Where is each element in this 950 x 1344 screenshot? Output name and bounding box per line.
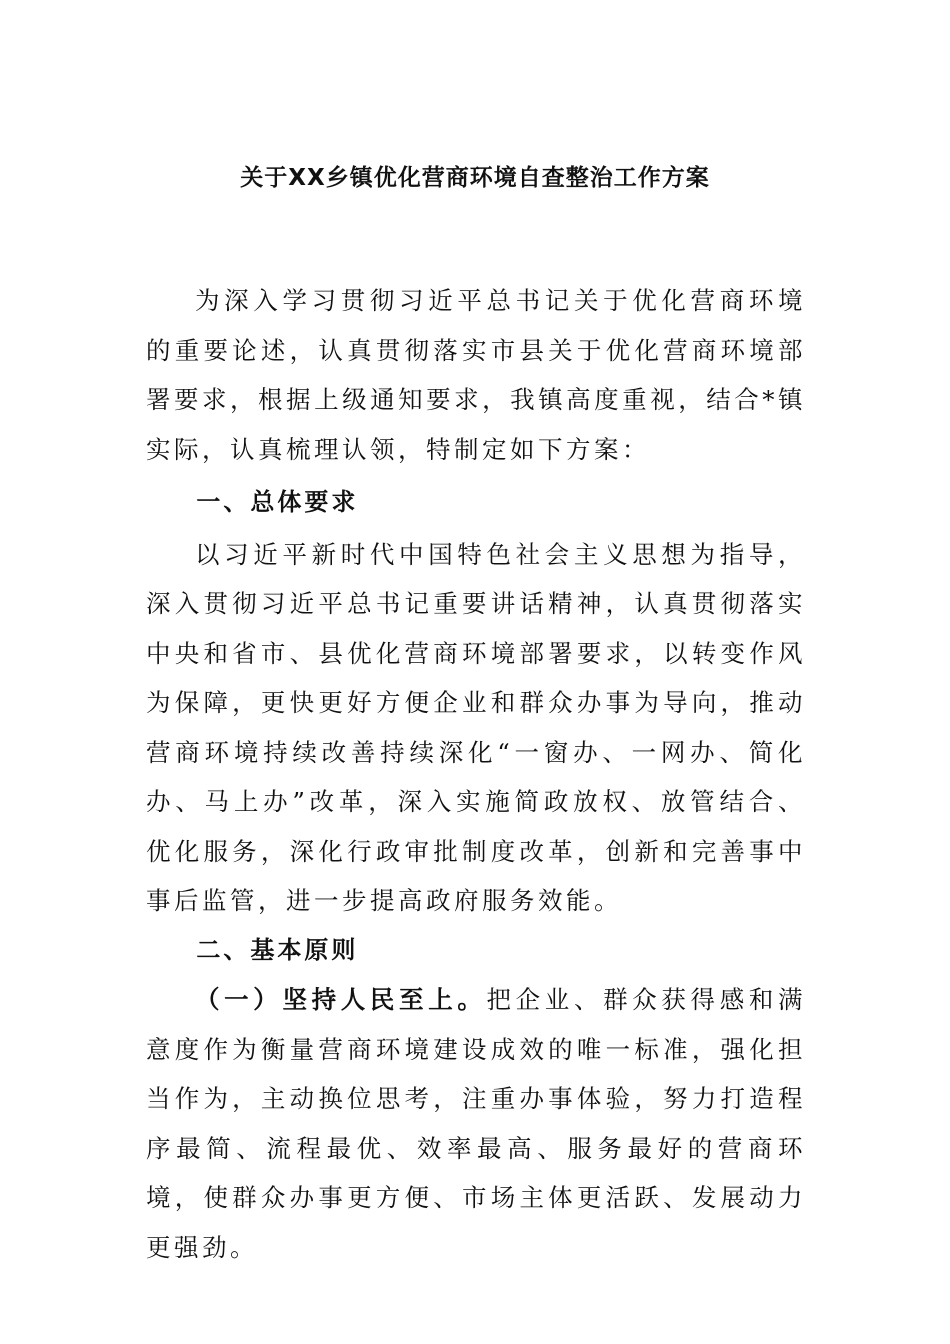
- document-body: [146, 276, 806, 1272]
- document-title: 关于XX乡镇优化营商环境自查整治工作方案: [240, 165, 710, 191]
- principle-one-body: 把企业、群众获得感和满意度作为衡量营商环境建设成效的唯一标准，强化担当作为，主动换位思考，注重办事体验，努力打造程序最简、流程最优、效率最高、服务最好的营商环境，使群众办事更方便、市场主体更活跃、发展动力更强劲。: [146, 985, 806, 1262]
- intro-paragraph: 为深入学习贯彻习近平总书记关于优化营商环境的重要论述，认真贯彻落实市县关于优化营商环境部署要求，根据上级通知要求，我镇高度重视，结合*镇实际，认真梳理认领，特制定如下方案：: [146, 286, 806, 464]
- section-heading-general-requirements: 一、总体要求: [196, 488, 359, 516]
- general-requirements-paragraph: 以习近平新时代中国特色社会主义思想为指导，深入贯彻习近平总书记重要讲话精神，认真贯彻落实中央和省市、县优化营商环境部署要求，以转变作风为保障，更快更好方便企业和群众办事为导向，推动营商环境持续改善持续深化“一窗办、一网办、简化办、马上办”改革，深入实施简政放权、放管结合、优化服务，深化行政审批制度改革，创新和完善事中事后监管，进一步提高政府服务效能。: [146, 539, 806, 915]
- principle-one-paragraph: [146, 975, 806, 1272]
- section-heading-basic-principles: 二、基本原则: [196, 935, 359, 964]
- principle-one-lead: （一）坚持人民至上。: [195, 985, 487, 1014]
